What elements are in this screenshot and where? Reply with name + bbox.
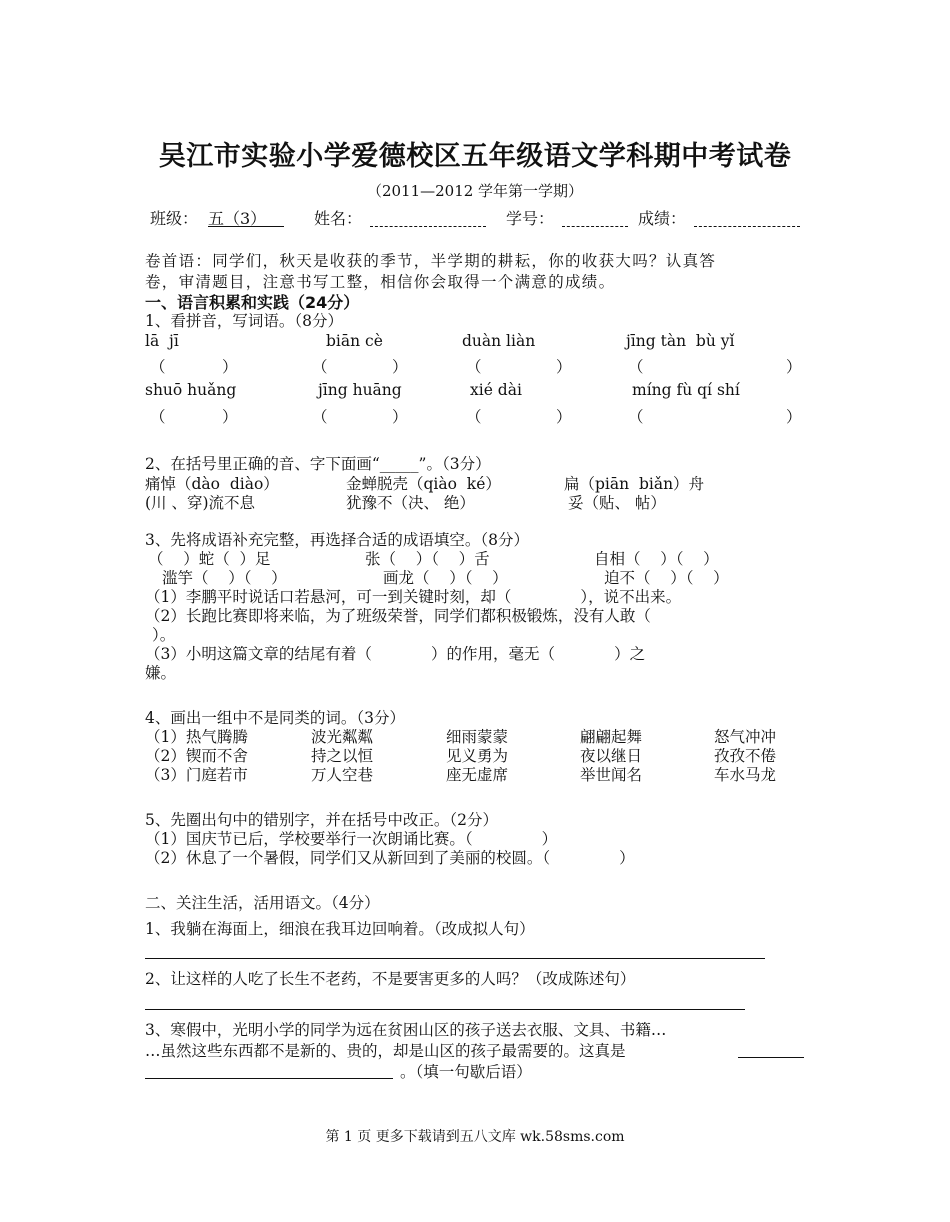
idiom-4: 滥竽（ ）（ ） bbox=[162, 569, 287, 587]
q4-word: 翩翩起舞 bbox=[580, 728, 643, 746]
s2-q1-answer-line[interactable] bbox=[145, 958, 765, 959]
answer-open: （ bbox=[150, 358, 166, 376]
answer-open: （ bbox=[312, 408, 328, 426]
q4-word: 座无虚席 bbox=[446, 766, 509, 784]
q3-sentence-2-end: ）。 bbox=[152, 626, 176, 644]
id-label: 学号： bbox=[506, 209, 555, 228]
answer-close: ） bbox=[556, 408, 572, 426]
q3-sentence-3-end: 嫌。 bbox=[145, 664, 177, 682]
q3-prompt: 3、先将成语补充完整，再选择合适的成语填空。（8分） bbox=[145, 531, 529, 549]
name-label: 姓名： bbox=[314, 209, 363, 228]
pinyin-8: míng fù qí shí bbox=[632, 381, 740, 399]
answer-open: （ bbox=[150, 408, 166, 426]
q4-word: 车水马龙 bbox=[714, 766, 777, 784]
idiom-6: 迫不（ ）（ ） bbox=[604, 569, 729, 587]
answer-open: （ bbox=[628, 408, 644, 426]
answer-close: ） bbox=[556, 358, 572, 376]
q3-sentence-3: （3）小明这篇文章的结尾有着（ ）的作用，毫无（ ）之 bbox=[145, 645, 646, 663]
s2-q3-blank-a[interactable] bbox=[738, 1057, 804, 1058]
s2-q3-blank-b[interactable] bbox=[145, 1078, 393, 1079]
pinyin-6: jīng huāng bbox=[318, 381, 402, 399]
q4-word: 举世闻名 bbox=[580, 766, 643, 784]
s2-q2: 2、让这样的人吃了长生不老药，不是要害更多的人吗？（改成陈述句） bbox=[145, 970, 636, 988]
q5-sentence-1: （1）国庆节已后，学校要举行一次朗诵比赛。（ ） bbox=[145, 830, 558, 848]
pinyin-2: biān cè bbox=[326, 332, 383, 350]
q4-word: （1）热气腾腾 bbox=[145, 728, 248, 746]
preface-line-2: 卷，审清题目，注意书写工整，相信你会取得一个满意的成绩。 bbox=[145, 273, 616, 291]
s2-q2-answer-line[interactable] bbox=[145, 1009, 745, 1010]
exam-subtitle: （2011—2012 学年第一学期） bbox=[366, 182, 584, 200]
s2-q3-line-3: 。（填一句歇后语） bbox=[400, 1063, 532, 1081]
answer-close: ） bbox=[786, 358, 802, 376]
q4-prompt: 4、画出一组中不是同类的词。（3分） bbox=[145, 709, 405, 727]
q2-item-1: 痛悼（dào diào） bbox=[145, 475, 279, 493]
answer-open: （ bbox=[312, 358, 328, 376]
pinyin-5: shuō huǎng bbox=[145, 381, 237, 399]
exam-title: 吴江市实验小学爱德校区五年级语文学科期中考试卷 bbox=[158, 141, 792, 172]
q4-word: 波光粼粼 bbox=[311, 728, 374, 746]
q4-word: 见义勇为 bbox=[446, 747, 509, 765]
id-blank[interactable] bbox=[562, 226, 628, 227]
q1-prompt: 1、看拼音，写词语。（8分） bbox=[145, 312, 343, 330]
idiom-2: 张（ ）（ ）舌 bbox=[365, 550, 490, 568]
q5-sentence-2: （2）休息了一个暑假，同学们又从新回到了美丽的校圆。（ ） bbox=[145, 849, 635, 867]
preface-line-1: 卷首语：同学们，秋天是收获的季节，半学期的耕耘，你的收获大吗？认真答 bbox=[145, 252, 717, 270]
q2-item-6: 妥（贴、 帖） bbox=[568, 494, 666, 512]
answer-open: （ bbox=[466, 408, 482, 426]
answer-close: ） bbox=[786, 408, 802, 426]
idiom-5: 画龙（ ）（ ） bbox=[383, 569, 508, 587]
q4-word: 持之以恒 bbox=[311, 747, 374, 765]
page-footer: 第 1 页 更多下载请到五八文库 wk.58sms.com bbox=[325, 1129, 625, 1145]
q4-word: （3）门庭若市 bbox=[145, 766, 248, 784]
q4-word: 怒气冲冲 bbox=[714, 728, 777, 746]
score-blank[interactable] bbox=[694, 226, 800, 227]
q3-sentence-2: （2）长跑比赛即将来临，为了班级荣誉，同学们都积极锻炼，没有人敢（ bbox=[145, 607, 651, 625]
section-2-heading: 二、关注生活，活用语文。（4分） bbox=[145, 894, 380, 912]
q2-item-4: (川 、穿)流不息 bbox=[145, 494, 256, 512]
idiom-1: （ ）蛇（ ）足 bbox=[148, 550, 271, 568]
q4-word: 夜以继日 bbox=[580, 747, 643, 765]
answer-close: ） bbox=[222, 358, 238, 376]
answer-close: ） bbox=[392, 408, 408, 426]
s2-q1: 1、我躺在海面上，细浪在我耳边回响着。（改成拟人句） bbox=[145, 920, 535, 938]
idiom-3: 自相（ ）（ ） bbox=[594, 550, 719, 568]
q2-item-2: 金蝉脱壳（qiào ké） bbox=[346, 475, 501, 493]
q5-prompt: 5、先圈出句中的错别字，并在括号中改正。（2分） bbox=[145, 811, 498, 829]
s2-q3-line-2: …虽然这些东西都不是新的、贵的，却是山区的孩子最需要的。这真是 bbox=[145, 1042, 626, 1060]
answer-close: ） bbox=[222, 408, 238, 426]
q2-item-5: 犹豫不（决、 绝） bbox=[346, 494, 475, 512]
q4-word: （2）锲而不舍 bbox=[145, 747, 248, 765]
class-value: 五（3） bbox=[208, 209, 267, 228]
answer-close: ） bbox=[392, 358, 408, 376]
class-underline bbox=[208, 226, 284, 227]
pinyin-1: lā jī bbox=[145, 332, 179, 350]
section-1-heading: 一、语言积累和实践（24分） bbox=[145, 293, 360, 312]
q4-word: 万人空巷 bbox=[311, 766, 374, 784]
pinyin-4: jīng tàn bù yǐ bbox=[626, 332, 735, 350]
q4-word: 细雨蒙蒙 bbox=[446, 728, 509, 746]
q2-item-3: 扁（piān biǎn）舟 bbox=[564, 475, 705, 493]
pinyin-7: xié dài bbox=[470, 381, 522, 399]
s2-q3-line-1: 3、寒假中，光明小学的同学为远在贫困山区的孩子送去衣服、文具、书籍… bbox=[145, 1021, 667, 1039]
q3-sentence-1: （1）李鹏平时说话口若悬河，可一到关键时刻，却（ ），说不出来。 bbox=[145, 588, 682, 606]
name-blank[interactable] bbox=[370, 226, 486, 227]
q4-word: 孜孜不倦 bbox=[714, 747, 777, 765]
answer-open: （ bbox=[628, 358, 644, 376]
pinyin-3: duàn liàn bbox=[462, 332, 536, 350]
q2-prompt: 2、在括号里正确的音、字下面画“_____”。（3分） bbox=[145, 455, 491, 473]
class-label: 班级： bbox=[150, 209, 199, 228]
score-label: 成绩： bbox=[638, 209, 687, 228]
answer-open: （ bbox=[466, 358, 482, 376]
